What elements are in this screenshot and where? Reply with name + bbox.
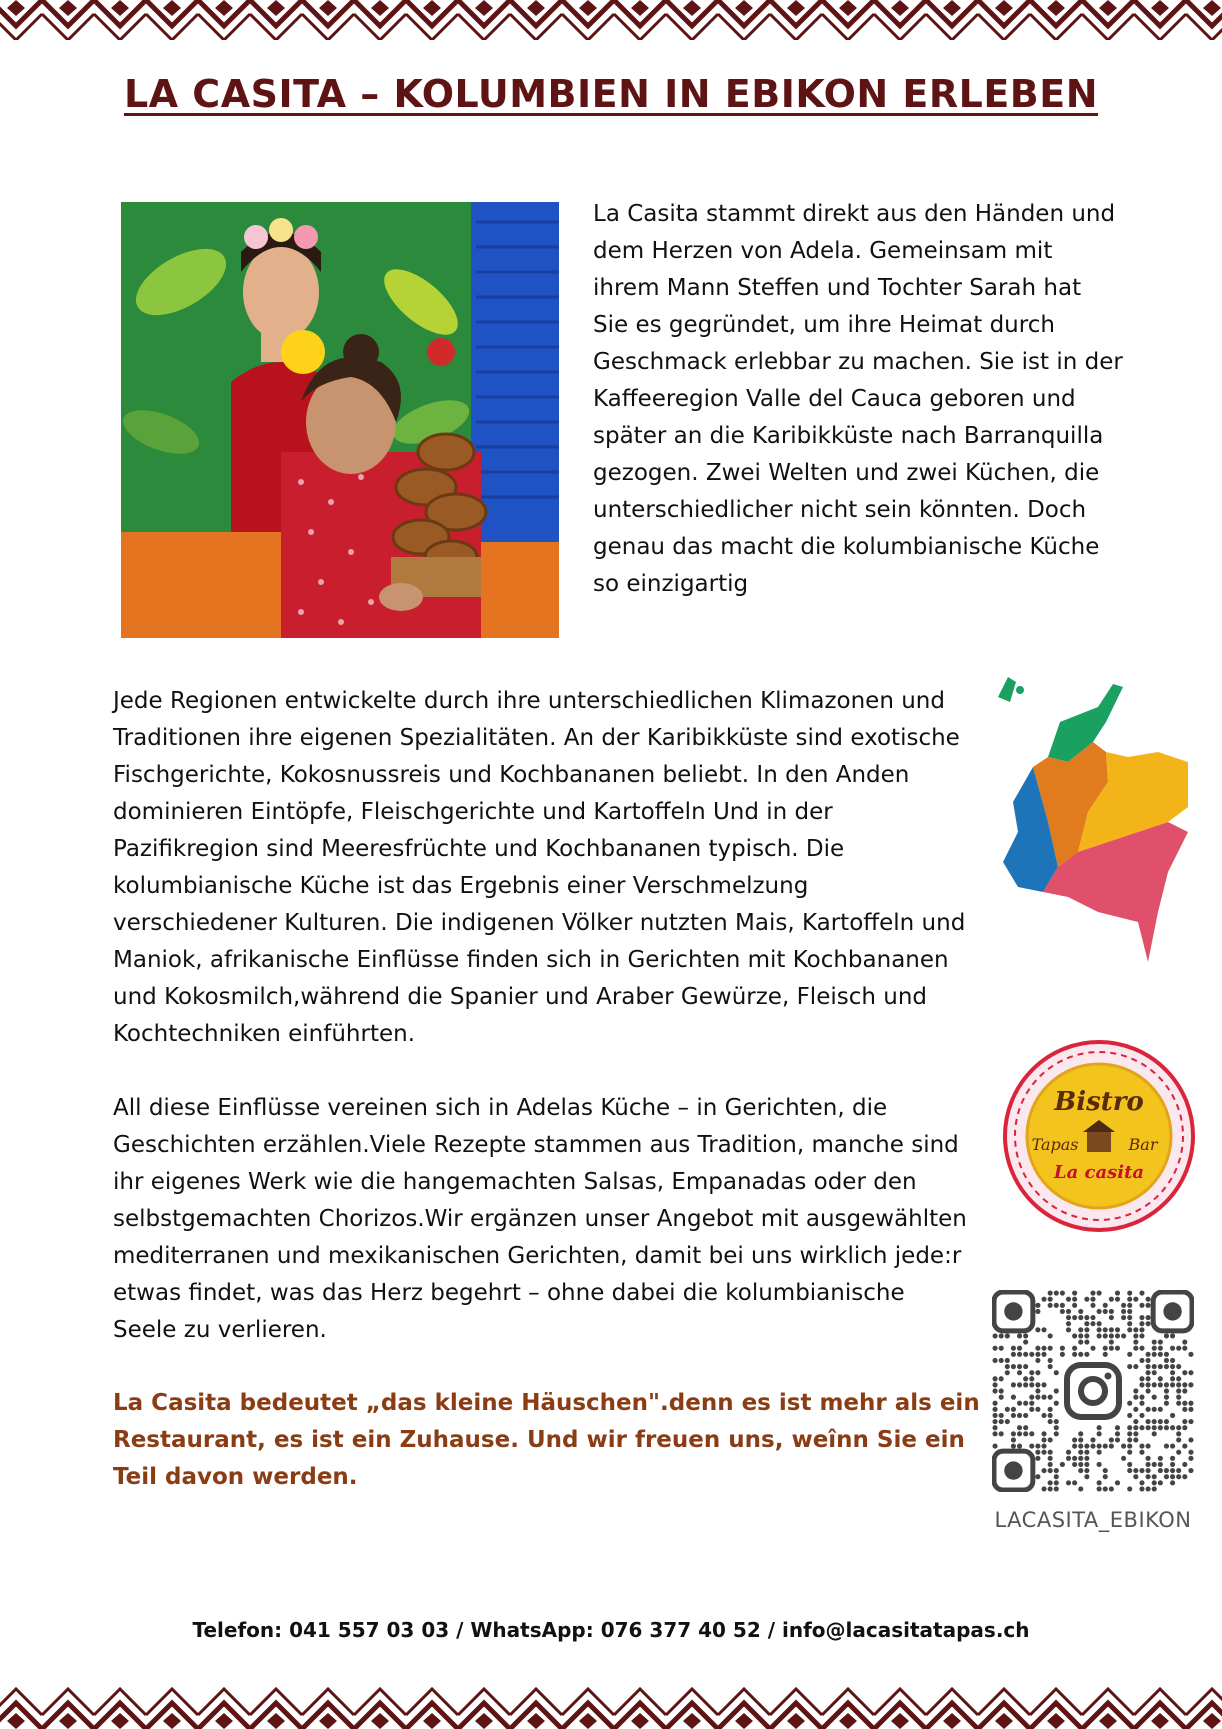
instagram-handle: LACASITA_EBIKON xyxy=(994,1508,1192,1532)
regions-paragraph: Jede Regionen entwickelte durch ihre unterschiedlichen Klimazonen und Traditionen ihre eigenen Spezialitäten. An der Karibikküste sind exotische Fischgerichte, Kokosnussreis und Kochbananen beliebt. In den Anden dominieren Eintöpfe, Fleischgerichte und Kartoffeln Und in der Pazifikregion sind Meeresfrüchte und Kochbananen typisch. Die kolumbianische Küche ist das Ergebnis einer Verschmelzung verschiedener Kulturen. Die indigenen Völker nutzten Mais, Kartoffeln und Maniok, afrikanische Einflüsse finden sich in Gerichten mit Kochbananen und Kokosmilch,während die Spanier und Araber Gewürze, Fleisch und Kochtechniken einführten. xyxy=(113,688,966,1047)
logo-lacasita-text: La casita xyxy=(1053,1162,1145,1183)
colombia-map-icon xyxy=(988,672,1194,972)
instagram-qr-code[interactable] xyxy=(992,1290,1194,1492)
intro-paragraph: La Casita stammt direkt aus den Händen und dem Herzen von Adela. Gemeinsam mit ihrem Mann Steffen und Tochter Sarah hat Sie es gegründet, um ihre Heimat durch Geschmack erlebbar zu machen. Sie ist in der Kaffeeregion Valle del Cauca geboren und später an die Karibikküste nach Barranquilla gezogen. Zwei Welten und zwei Küchen, die unterschiedlicher nicht sein könnten. Doch genau das macht die kolumbianische Küche so einzigartig xyxy=(593,201,1123,597)
instagram-icon xyxy=(1067,1365,1119,1417)
logo-bar-text: Bar xyxy=(1128,1135,1158,1154)
owner-photo xyxy=(121,202,559,638)
logo-bistro-text: Bistro xyxy=(1054,1087,1144,1117)
influences-paragraph: All diese Einflüsse vereinen sich in Adelas Küche – in Gerichten, die Geschichten erzählen.Viele Rezepte stammen aus Tradition, manche sind ihr eigenes Werk wie die hangemachten Salsas, Empanadas oder den selbstgemachten Chorizos.Wir ergänzen unser Angebot mit ausgewählten mediterranen und mexikanischen Gerichten, damit bei uns wirklich jede:r etwas findet, was das Herz begehrt – ohne dabei die kolumbianische Seele zu verlieren. xyxy=(113,1095,967,1343)
bottom-decorative-border xyxy=(0,1683,1222,1729)
closing-statement: La Casita bedeutet „das kleine Häuschen".denn es ist mehr als ein Restaurant, es ist ein Zuhause. Und wir freuen uns, weînn Sie ein Teil davon werden. xyxy=(113,1390,980,1490)
top-decorative-border xyxy=(0,0,1222,40)
contact-footer: Telefon: 041 557 03 03 / WhatsApp: 076 377 40 52 / info@lacasitatapas.ch xyxy=(192,1618,1030,1642)
page-title: LA CASITA – KOLUMBIEN IN EBIKON ERLEBEN xyxy=(123,72,1099,116)
logo-tapas-text: Tapas xyxy=(1031,1135,1079,1154)
bistro-logo xyxy=(1003,1040,1195,1232)
